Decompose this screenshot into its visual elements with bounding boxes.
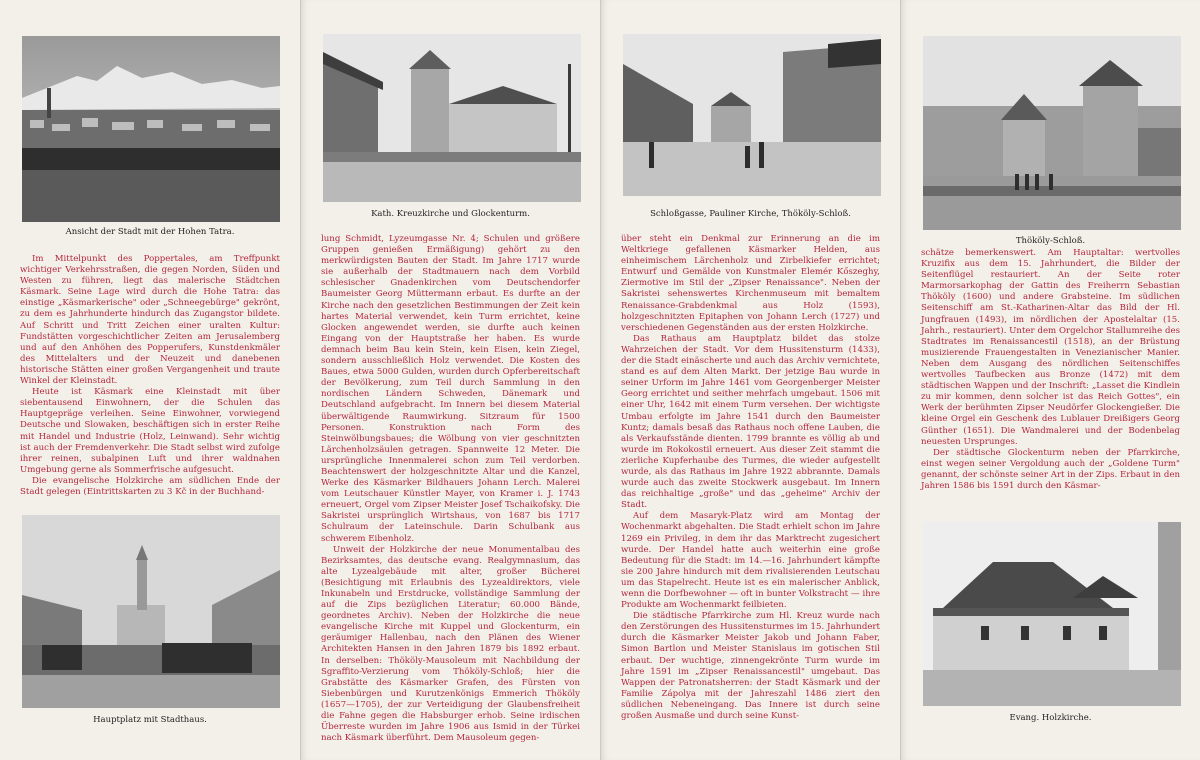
panel-3 [600,0,900,760]
paragraph: Die evangelische Holzkirche am südlichen Ende der Stadt gelegen (Eintrittskarten zu 3 Kč in der Buchhand- [20,475,280,497]
paragraph: Unweit der Holzkirche der neue Monumentalbau des Bezirksamtes, das deutsche evang. Realgymnasium, das alte Lyzealgebäude mit alter, großer Bücherei (Besichtigung mit Erlaubnis des Lyzealdirektors, viele Inkunabeln und Erstdrucke, vollständige Sammlung der auf die Zips bezüglichen Literatur; 60.000 Bände, geordnetes Archiv). Neben der Holzkirche die neue evangelische Kirche mit Kuppel und Glockenturm, ein geräumiger Hallenbau, nach den Plänen des Wiener Architekten Hansen in den Jahren 1879 bis 1892 erbaut. In derselben: Thököly-Mausoleum mit Nachbildung der Sgraffito-Verzierung vom Thököly-Schloß; hier die Grabstätte des Käsmarker Grafen, des Fürsten von Siebenbürgen und Kurutzenkönigs Emmerich Thököly (1657—1705), der zur Verteidigung der Glaubensfreiheit die Fahne gegen die Habsburger erhob. Seine irdischen Überreste wurden im Jahre 1906 aus Ismid in der Türkei nach Käsmark überführt. Dem Mausoleum gegen- [321,544,580,744]
panel-1 [0,0,300,760]
photo-castle-lane [623,34,881,196]
paragraph: Die städtische Pfarrkirche zum Hl. Kreuz wurde nach den Zerstörungen des Hussitensturmes im 15. Jahrhundert durch die Käsmarker Meister Jakob und Johann Faber, Simon Bartlon und Meister Stanislaus im gotischen Stil erbaut. Der wuchtige, zinnengekrönte Turm wurde im Jahre 1591 im „Zipser Renaissancestil" umgebaut. Das Wappen der Patronatsherren: der Stadt Käsmark und der Familie Zápolya mit der Jahreszahl 1486 ziert den südlichen Nebeneingang. Das Innere ist durch seine großen Ausmaße und durch seine Kunst- [621,611,880,722]
panel-2 [300,0,600,760]
text-block-4 [921,248,1180,492]
paragraph: über steht ein Denkmal zur Erinnerung an die im Weltkriege gefallenen Käsmarker Helden, aus einheimischem Lärchenholz und Zirbelkiefer errichtet; Entwurf und Gemälde von Kunstmaler Elemér Kőszeghy, Ziermotive im Stil der „Zipser Renaissance". Neben der Sakristei sehenswertes Kirchenmuseum mit bemaltem Renaissance-Grabdenkmal aus Holz (1593), holzgeschnitzten Epitaphen von Johann Lerch (1727) und verschiedenen Gegenständen aus der ersten Holzkirche. [621,234,880,333]
paragraph: Das Rathaus am Hauptplatz bildet das stolze Wahrzeichen der Stadt. Vor dem Hussitensturm (1433), der die Stadt einäscherte und auch das Archiv vernichtete, stand es auf dem Alten Markt. Der jetzige Bau wurde in seiner Urform im Jahre 1461 vom Georgenberger Meister Georg errichtet und seither mehrfach umgebaut. 1506 mit einer Uhr, 1642 mit einem Turm versehen. Der wichtigste Umbau erfolgte im Jahre 1541 durch den Baumeister Kuntz; damals besaß das Rathaus noch offene Lauben, die als Verkaufsstände dienten. 1799 brannte es völlig ab und wurde im Rokokostil erneuert. Aus dieser Zeit stammt die zierliche Kupferhaube des Turmes, die wieder aufgestellt wurde, als das Rathaus im Jahre 1922 abbrannte. Damals wurde auch das zweite Stockwerk ausgebaut. Im Innern das reichhaltige „große" und das „geheime" Archiv der Stadt. [621,333,880,511]
caption-thokoly-castle: Thököly-Schloß. [1015,236,1086,246]
photo-cross-church [323,34,581,202]
paragraph: lung Schmidt, Lyzeumgasse Nr. 4; Schulen und größere Gruppen genießen Ermäßigung) gehört zu den merkwürdigsten Bauten der Stadt. Im Jahre 1717 wurde sie außerhalb der Stadtmauern nach dem Vorbild schlesischer Gnadenkirchen vom Deutschendorfer Baumeister Georg Müttermann erbaut. Es durfte an der Kirche nach den gesetzlichen Bestimmungen der Zeit kein hartes Material verwendet, kein Turm errichtet, keine Glocken angewendet werden, sie durfte auch keinen Eingang von der Hauptstraße her haben. Es wurde demnach beim Bau kein Stein, kein Eisen, kein Ziegel, sondern ausschließlich Holz verwendet. Die Kosten des Baues, etwa 5000 Gulden, wurden durch Opferbereitschaft der Bevölkerung, zum Teil durch Sammlung in den nordischen Ländern Schweden, Dänemark und Deutschland aufgebracht. Im Innern bei diesem Material überwältigende Raumwirkung. Sitzraum für 1500 Personen. Konstruktion nach Form des Steinwölbungsbaues; die Wölbung von vier geschnitzten Lärchenholzsäulen getragen. Spannweite 12 Meter. Die ursprüngliche Innenmalerei schon zum Teil verdorben. Beachtenswert der holzgeschnitzte Altar und die Kanzel, Werke des Käsmarker Bildhauers Johann Lerch. Malerei vom Leutschauer Künstler Mayer, von Kramer i. J. 1743 erneuert, Orgel vom Zipser Meister Josef Tschaikofsky. Die Sakristei ursprünglich Wirtshaus, von 1687 bis 1717 Schulraum der Lateinschule. Darin Schulbank aus schwerem Eibenholz. [321,234,580,544]
panel-4 [900,0,1200,760]
caption-castle-lane: Schloßgasse, Pauliner Kirche, Thököly-Schloß. [650,209,851,219]
caption-town-view: Ansicht der Stadt mit der Hohen Tatra. [65,227,235,237]
photo-thokoly-castle [923,36,1181,230]
photo-town-view [22,36,280,222]
paragraph: Auf dem Masaryk-Platz wird am Montag der Wochenmarkt abgehalten. Die Stadt erhielt schon im Jahre 1269 ein Privileg, in dem ihr das Marktrecht zugesichert wurde. Der Handel hatte auch weiterhin eine große Bedeutung für die Stadt: im 14.—16. Jahrhundert kämpfte sie 200 Jahre hindurch mit dem rivalisierenden Leutschau um das Stapelrecht. Heute ist es ein malerischer Anblick, wenn die Dorfbewohner — oft in bunter Volkstracht — ihre Produkte am Wochenmarkt feilbieten. [621,511,880,611]
photo-wooden-church [923,522,1181,706]
paragraph: schätze bemerkenswert. Am Hauptaltar: wertvolles Kruzifix aus dem 15. Jahrhundert, die Bilder der Seitenflügel restauriert. An der Seite roter Marmorsarkophag der Gattin des Freiherrn Sebastian Thököly (1600) und andere Grabsteine. Im südlichen Seitenschiff am St.-Katharinen-Altar das Bild der Hl. Jungfrauen (1493), im nördlichen der Apostelaltar (15. Jahrh., restauriert). Unter dem Orgelchor Stallumreihe des Stadtrates im Renaissancestil (1518), an der Brüstung musizierende Frauengestalten in Venezianischer Manier. Neben dem Ausgang des nördlichen Seitenschiffes wertvolles Taufbecken aus Bronze (1472) mit dem städtischen Wappen und der Inschrift: „Lasset die Kindlein zu mir kommen, denn solcher ist das Reich Gottes", ein Werk der berühmten Zipser Neudörfer Glockengießer. Die kleine Orgel ein Geschenk des Lublauer Dreißigers Georg Günther (1651). Die Wandmalerei und der Bodenbelag neuesten Ursprunges. [921,248,1180,447]
paragraph: Im Mittelpunkt des Poppertales, am Treffpunkt wichtiger Verkehrsstraßen, die gegen Norden, Süden und Westen zu führen, liegt das malerische Städtchen Käsmark. Seine Lage wird durch die Hohe Tatra: das einstige „Käsmarkerische" oder „Schneegebürge" gekrönt, zu dem es Jahrhunderte hindurch das Zugangstor bildete. Auf Schritt und Tritt Zeichen einer uralten Kultur: Fundstätten vorgeschichtlicher Zeiten am Jerusalemberg und auf den Anhöhen des Popperufers, Kunstdenkmäler des Mittelalters und der Neuzeit und danebenen historische Stätten einer großen Vergangenheit und traute Winkel der Kleinstadt. [20,254,280,387]
text-block-3 [621,234,880,722]
caption-wooden-church: Evang. Holzkirche. [1009,713,1092,723]
caption-cross-church: Kath. Kreuzkirche und Glockenturm. [371,209,530,219]
paragraph: Heute ist Käsmark eine Kleinstadt mit über siebentausend Einwohnern, der die Schulen das Hauptgepräge verleihen. Seine Einwohner, vorwiegend Deutsche und Slowaken, beschäftigen sich in erster Reihe mit Handel und Industrie (Holz, Leinwand). Sehr wichtig ist auch der Fremdenverkehr. Die Stadt selbst wird zufolge ihrer reinen, subalpinen Luft und ihrer waldnahen Umgebung gerne als Sommerfrische aufgesucht. [20,387,280,475]
photo-main-square [22,515,280,708]
text-block-2 [321,234,580,744]
caption-main-square: Hauptplatz mit Stadthaus. [93,715,207,725]
text-block-1 [20,254,280,498]
paragraph: Der städtische Glockenturm neben der Pfarrkirche, einst wegen seiner Vergoldung auch der „Goldene Turm" genannt, der schönste seiner Art in der Zips. Erbaut in den Jahren 1586 bis 1591 durch den Käsmar- [921,447,1180,491]
